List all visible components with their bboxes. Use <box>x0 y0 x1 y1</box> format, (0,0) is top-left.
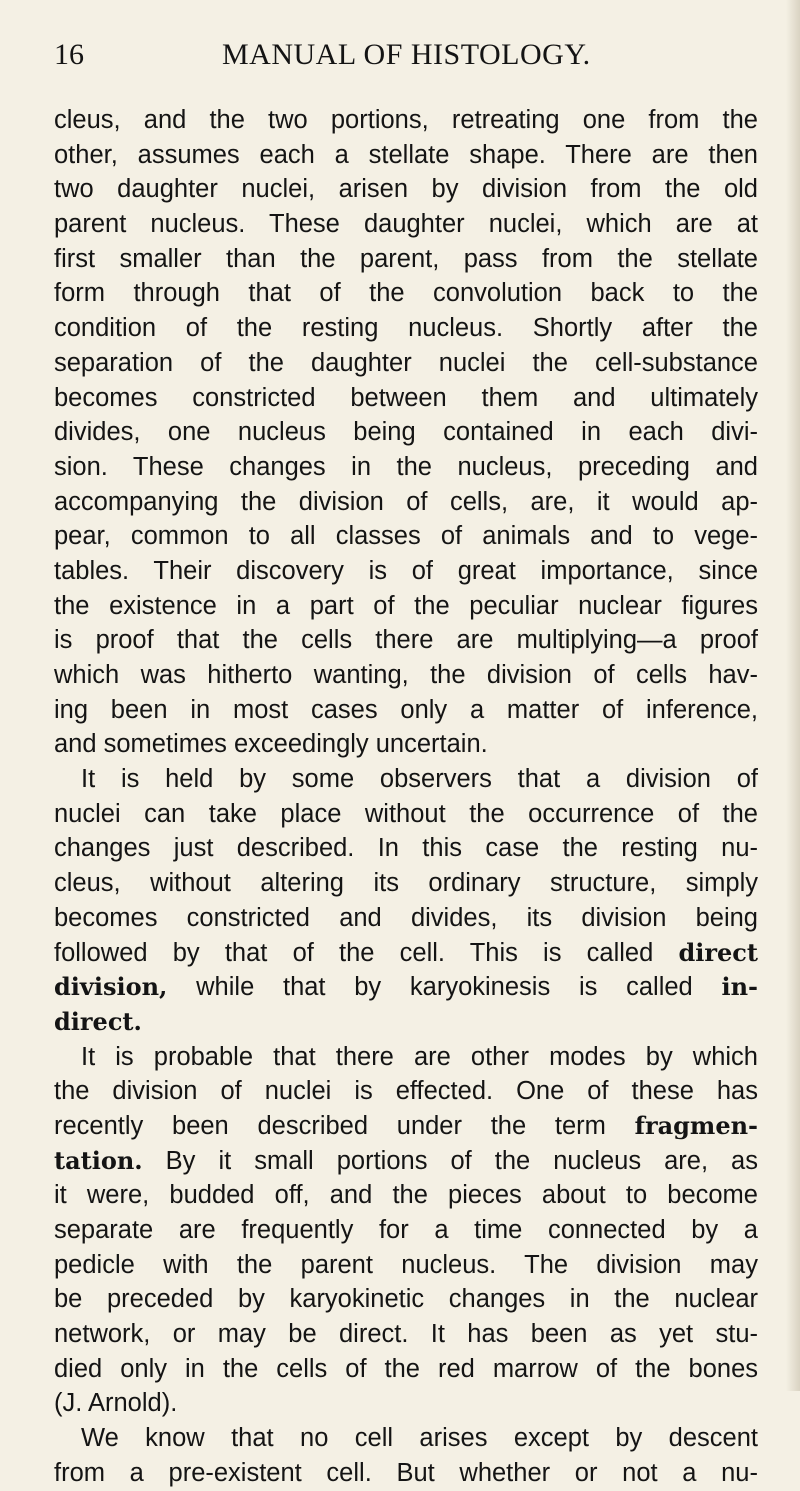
text-line: accompanying the division of cells, are, it would ap- <box>54 487 758 516</box>
text-line: pear, common to all classes of animals and to vege- <box>54 522 758 551</box>
body-text <box>54 103 758 1491</box>
text-line: first smaller than the parent, pass from the stellate <box>54 244 758 273</box>
text-run: while that by karyokinesis is called <box>196 973 693 1002</box>
text-line <box>54 1144 758 1179</box>
text-line: condition of the resting nucleus. Shortly after the <box>54 314 758 343</box>
text-line: network, or may be direct. It has been as yet stu- <box>54 1320 758 1349</box>
text-line: cleus, without altering its ordinary structure, simply <box>54 869 758 898</box>
text-run: followed by that of the cell. This is called <box>54 938 654 967</box>
text-line: is proof that the cells there are multiplying—a proof <box>54 626 758 655</box>
text-line <box>54 1005 758 1040</box>
term-indirect: in- <box>721 972 758 1002</box>
text-line <box>54 1109 758 1144</box>
text-line: form through that of the convolution back to the <box>54 279 758 308</box>
text-line: separate are frequently for a time connected by a <box>54 1216 758 1244</box>
text-line <box>54 936 758 971</box>
text-run: recently been described under the term <box>54 1111 606 1140</box>
text-line: becomes constricted between them and ultimately <box>54 383 758 412</box>
text-line: died only in the cells of the red marrow of the bones <box>54 1354 758 1383</box>
term-fragmentation: fragmen- <box>634 1110 758 1140</box>
text-line <box>54 970 758 1005</box>
page-header <box>54 38 754 78</box>
text-line: divides, one nucleus being contained in each divi- <box>54 418 758 447</box>
text-line: the existence in a part of the peculiar nuclear figures <box>54 591 758 620</box>
text-line: tables. Their discovery is of great importance, since <box>54 556 758 585</box>
text-line: separation of the daughter nuclei the cell-substance <box>54 348 758 377</box>
text-line: It is held by some observers that a division of <box>81 765 758 794</box>
text-line: ing been in most cases only a matter of inference, <box>54 695 758 724</box>
text-line: be preceded by karyokinetic changes in the nuclear <box>54 1285 758 1314</box>
text-line: sion. These changes in the nucleus, preceding and <box>54 452 758 481</box>
text-run: By it small portions of the nucleus are, as <box>165 1146 758 1175</box>
text-line: it were, budded off, and the pieces about to become <box>54 1181 758 1210</box>
text-line: other, assumes each a stellate shape. There are then <box>54 140 758 169</box>
text-line: (J. Arnold). <box>54 1389 178 1418</box>
text-line: and sometimes exceedingly uncertain. <box>54 730 488 759</box>
text-line: two daughter nuclei, arisen by division from the old <box>54 175 758 204</box>
running-head: MANUAL OF HISTOLOGY. <box>222 38 591 71</box>
page-number: 16 <box>54 38 84 71</box>
text-line: cleus, and the two portions, retreating one from the <box>54 106 758 134</box>
text-line: nuclei can take place without the occurrence of the <box>54 799 758 828</box>
text-line: pedicle with the parent nucleus. The division may <box>54 1250 758 1279</box>
text-line: from a pre-existent cell. But whether or not a nu- <box>54 1458 758 1487</box>
term-indirect-cont: direct. <box>54 1006 142 1036</box>
term-direct-division: direct <box>678 937 758 967</box>
text-line: It is probable that there are other modes by which <box>81 1042 758 1071</box>
text-line: changes just described. In this case the resting nu- <box>54 834 758 863</box>
term-direct-division-cont: division, <box>54 972 168 1002</box>
text-line: the division of nuclei is effected. One of these has <box>54 1077 758 1106</box>
page-edge-shadow <box>786 0 800 1391</box>
text-line: We know that no cell arises except by descent <box>81 1424 758 1453</box>
term-fragmentation-cont: tation. <box>54 1145 143 1175</box>
text-line: parent nucleus. These daughter nuclei, which are at <box>54 210 758 239</box>
text-line: becomes constricted and divides, its division being <box>54 903 758 932</box>
text-line: which was hitherto wanting, the division of cells hav- <box>54 661 758 689</box>
